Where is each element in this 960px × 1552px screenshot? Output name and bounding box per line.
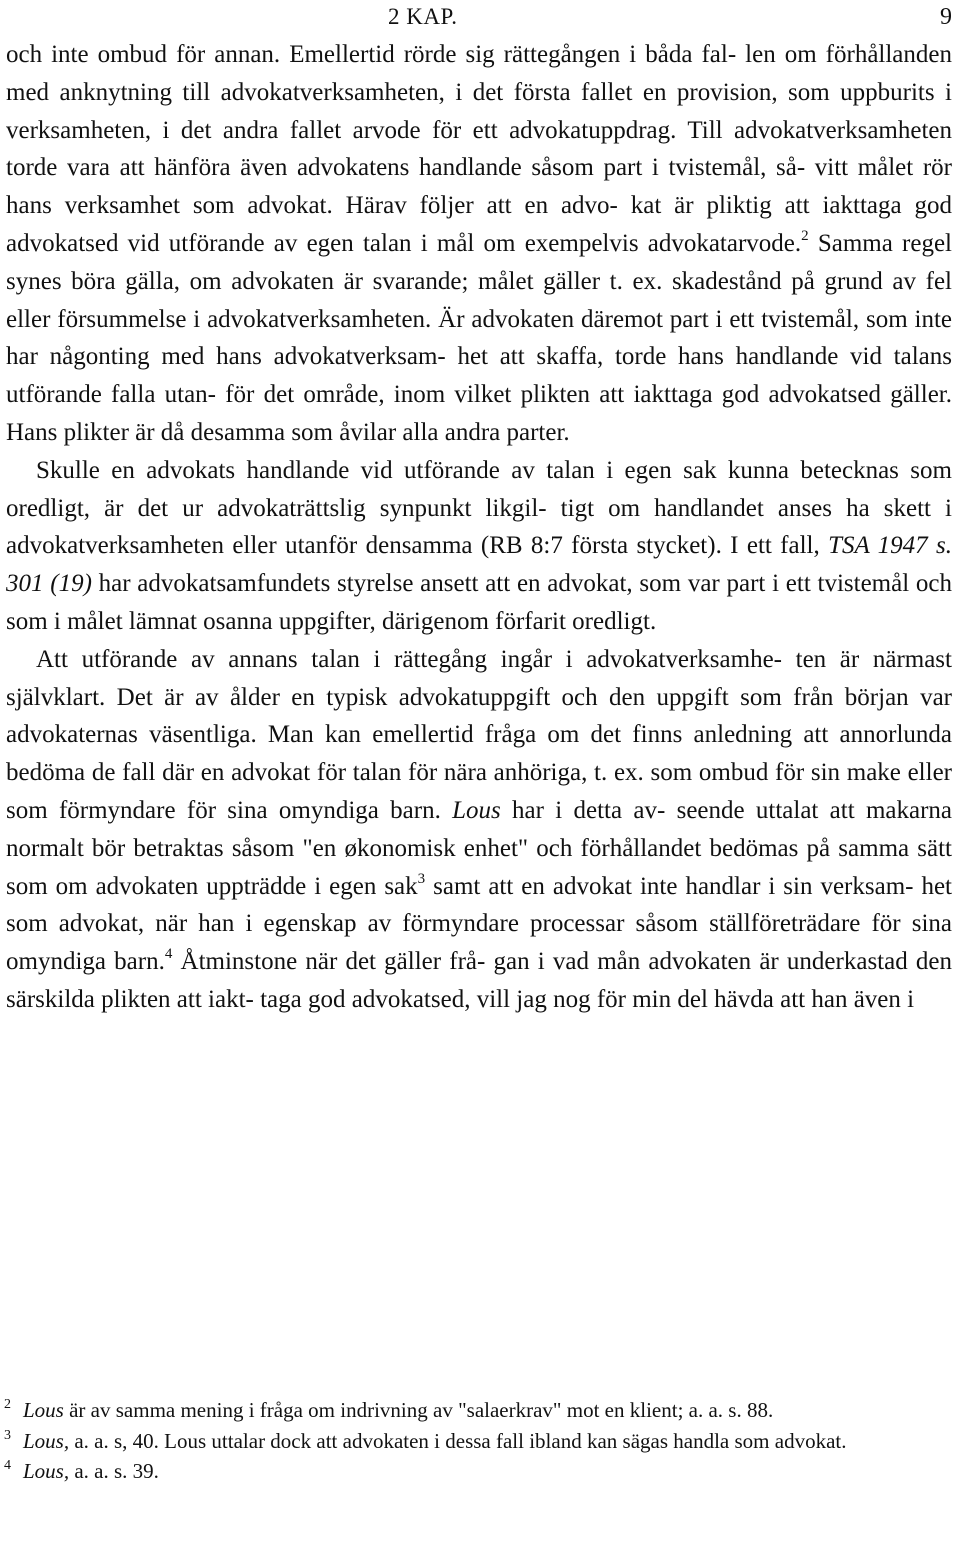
paragraph-3 <box>6 641 952 1019</box>
footnote-2 <box>4 1395 954 1426</box>
footnote-author: Lous, <box>23 1459 70 1483</box>
footnote-mark: 4 <box>4 1458 11 1473</box>
case-citation: TSA 1947 s. 301 (19) <box>6 532 952 598</box>
text-segment: har advokatsamfundets styrelse ansett att en advokat, som var part i ett tvistemål och som i målet lämnat osanna uppgifter, därigenom förfarit oredligt. <box>6 570 952 635</box>
text-segment: och inte ombud för annan. Emellertid rörde sig rättegången i båda fal- len om förhållanden med anknytning till advokatverksamheten, i det första fallet en provision, som uppburits i verksamheten, i det andra fallet arvode för ett advokatuppdrag. Till advokatverksamheten torde vara att hänföra även advokatens handlande såsom part i tvistemål, så- vitt målet rör hans verksamhet som advokat. Härav följer att en advo- kat är pliktig att iakttaga god advokatsed vid utförande av egen talan i mål om exempelvis advokatarvode. <box>6 41 952 257</box>
text-segment: samt att en advokat inte handlar i sin verksam- het som advokat, när han i egenskap av förmyndare processar såsom ställföreträdare för sina omyndiga barn. <box>6 872 952 976</box>
footnotes <box>4 1395 954 1487</box>
text-segment: Åtminstone när det gäller frå- gan i vad mån advokaten är underkastad den särskilda plikten att iakt- taga god advokatsed, vill jag nog för min del hävda att han även i <box>6 948 952 1013</box>
footnote-ref-3: 3 <box>417 870 426 887</box>
footnote-text: är av samma mening i fråga om indrivning av "salaerkrav" mot en klient; a. a. s. 88. <box>63 1398 774 1422</box>
footnote-4 <box>4 1456 954 1487</box>
footnote-text: a. a. s, 40. Lous uttalar dock att advokaten i dessa fall ibland kan sägas handla som advokat. <box>69 1428 847 1453</box>
text-segment: Att utförande av annans talan i rättegång ingår i advokatverksamhe- ten är närmast självklart. Det är av ålder en typisk advokatuppgift och den uppgift som från början var advokaternas väsentliga. Man kan emellertid fråga om det finns anledning att annorlunda bedöma de fall där en advokat för talan för nära anhöriga, t. ex. som ombud för sin make eller som förmyndare för sina omyndiga barn. <box>6 645 952 824</box>
footnote-mark: 3 <box>4 1427 11 1443</box>
footnote-ref-4: 4 <box>164 946 173 963</box>
footnote-author: Lous, <box>23 1428 70 1453</box>
chapter-heading: 2 KAP. <box>388 4 458 29</box>
paragraph-2 <box>6 452 952 641</box>
body-text <box>6 36 952 1019</box>
page-number: 9 <box>940 4 952 30</box>
footnote-author: Lous <box>23 1398 64 1422</box>
paragraph-1 <box>6 36 952 452</box>
text-segment: Skulle en advokats handlande vid utförande av talan i egen sak kunna betecknas som oredligt, är det ur advokaträttslig synpunkt likgil- tigt om handlandet anses ha skett i advokatverksamheten eller utanför densamma (RB 8:7 första stycket). I ett fall, <box>6 456 952 560</box>
footnote-3 <box>4 1426 954 1457</box>
running-header <box>0 2 960 32</box>
text-segment: Samma regel synes böra gälla, om advokaten är svarande; målet gäller t. ex. skadestånd på grund av fel eller försummelse i advokatverksamheten. Är advokaten däremot part i ett tvistemål, som inte har någonting med hans advokatverksam- het att skaffa, torde hans handlande vid talans utförande falla utan- för det område, inom vilket plikten att iakttaga god advokatsed gäller. Hans plikter är då desamma som åvilar alla andra parter. <box>6 229 952 446</box>
footnote-ref-2: 2 <box>801 227 809 244</box>
text-segment: har i detta av- seende uttalat att makarna normalt bör betraktas såsom "en økonomisk enhet" och förhållandet bedömas på samma sätt som om advokaten uppträdde i egen sak <box>6 796 953 900</box>
footnote-mark: 2 <box>4 1397 11 1412</box>
footnote-text: a. a. s. 39. <box>69 1459 159 1483</box>
author-name: Lous <box>452 796 501 824</box>
